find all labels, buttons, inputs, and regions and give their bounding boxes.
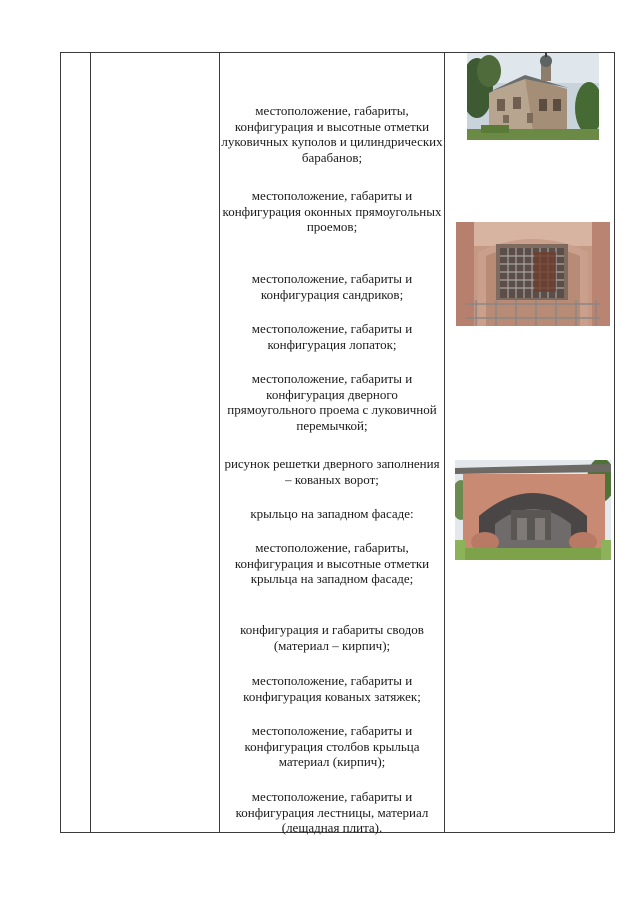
church-exterior-photo — [467, 53, 599, 140]
window-grille-photo — [456, 222, 610, 326]
paragraph-pilasters: местоположение, габариты и конфигурация лопаток; — [251, 321, 413, 352]
table-column-divider-2 — [219, 52, 220, 833]
paragraph-sandriks: местоположение, габариты и конфигурация сандриков; — [251, 271, 413, 302]
paragraph-staircase: местоположение, габариты и конфигурация лестницы, материал (лещадная плита). — [235, 789, 429, 835]
porch-photo — [455, 460, 611, 560]
paragraph-door-grille: рисунок решетки дверного заполнения – кованых ворот; — [224, 456, 440, 487]
paragraph-porch-pillars: местоположение, габариты и конфигурация столбов крыльца материал (кирпич); — [244, 723, 420, 769]
paragraph-porch-heading: крыльцо на западном фасаде: — [250, 506, 414, 521]
table-column-divider-1 — [90, 52, 91, 833]
paragraph-door-opening: местоположение, габариты и конфигурация дверного прямоугольного проема с луковичной перемычкой; — [227, 371, 437, 433]
paragraph-domes: местоположение, габариты, конфигурация и высотные отметки луковичных куполов и цилиндрических барабанов; — [221, 103, 443, 165]
paragraph-tie-rods: местоположение, габариты и конфигурация кованых затяжек; — [243, 673, 421, 704]
table-column-divider-3 — [444, 52, 445, 833]
paragraph-vaults: конфигурация и габариты сводов (материал – кирпич); — [240, 622, 424, 653]
table-left-border — [60, 52, 61, 833]
paragraph-window-openings: местоположение, габариты и конфигурация оконных прямоугольных проемов; — [222, 188, 442, 234]
table-right-border — [614, 52, 615, 833]
paragraph-porch-dimensions: местоположение, габариты, конфигурация и высотные отметки крыльца на западном фасаде; — [234, 540, 430, 586]
